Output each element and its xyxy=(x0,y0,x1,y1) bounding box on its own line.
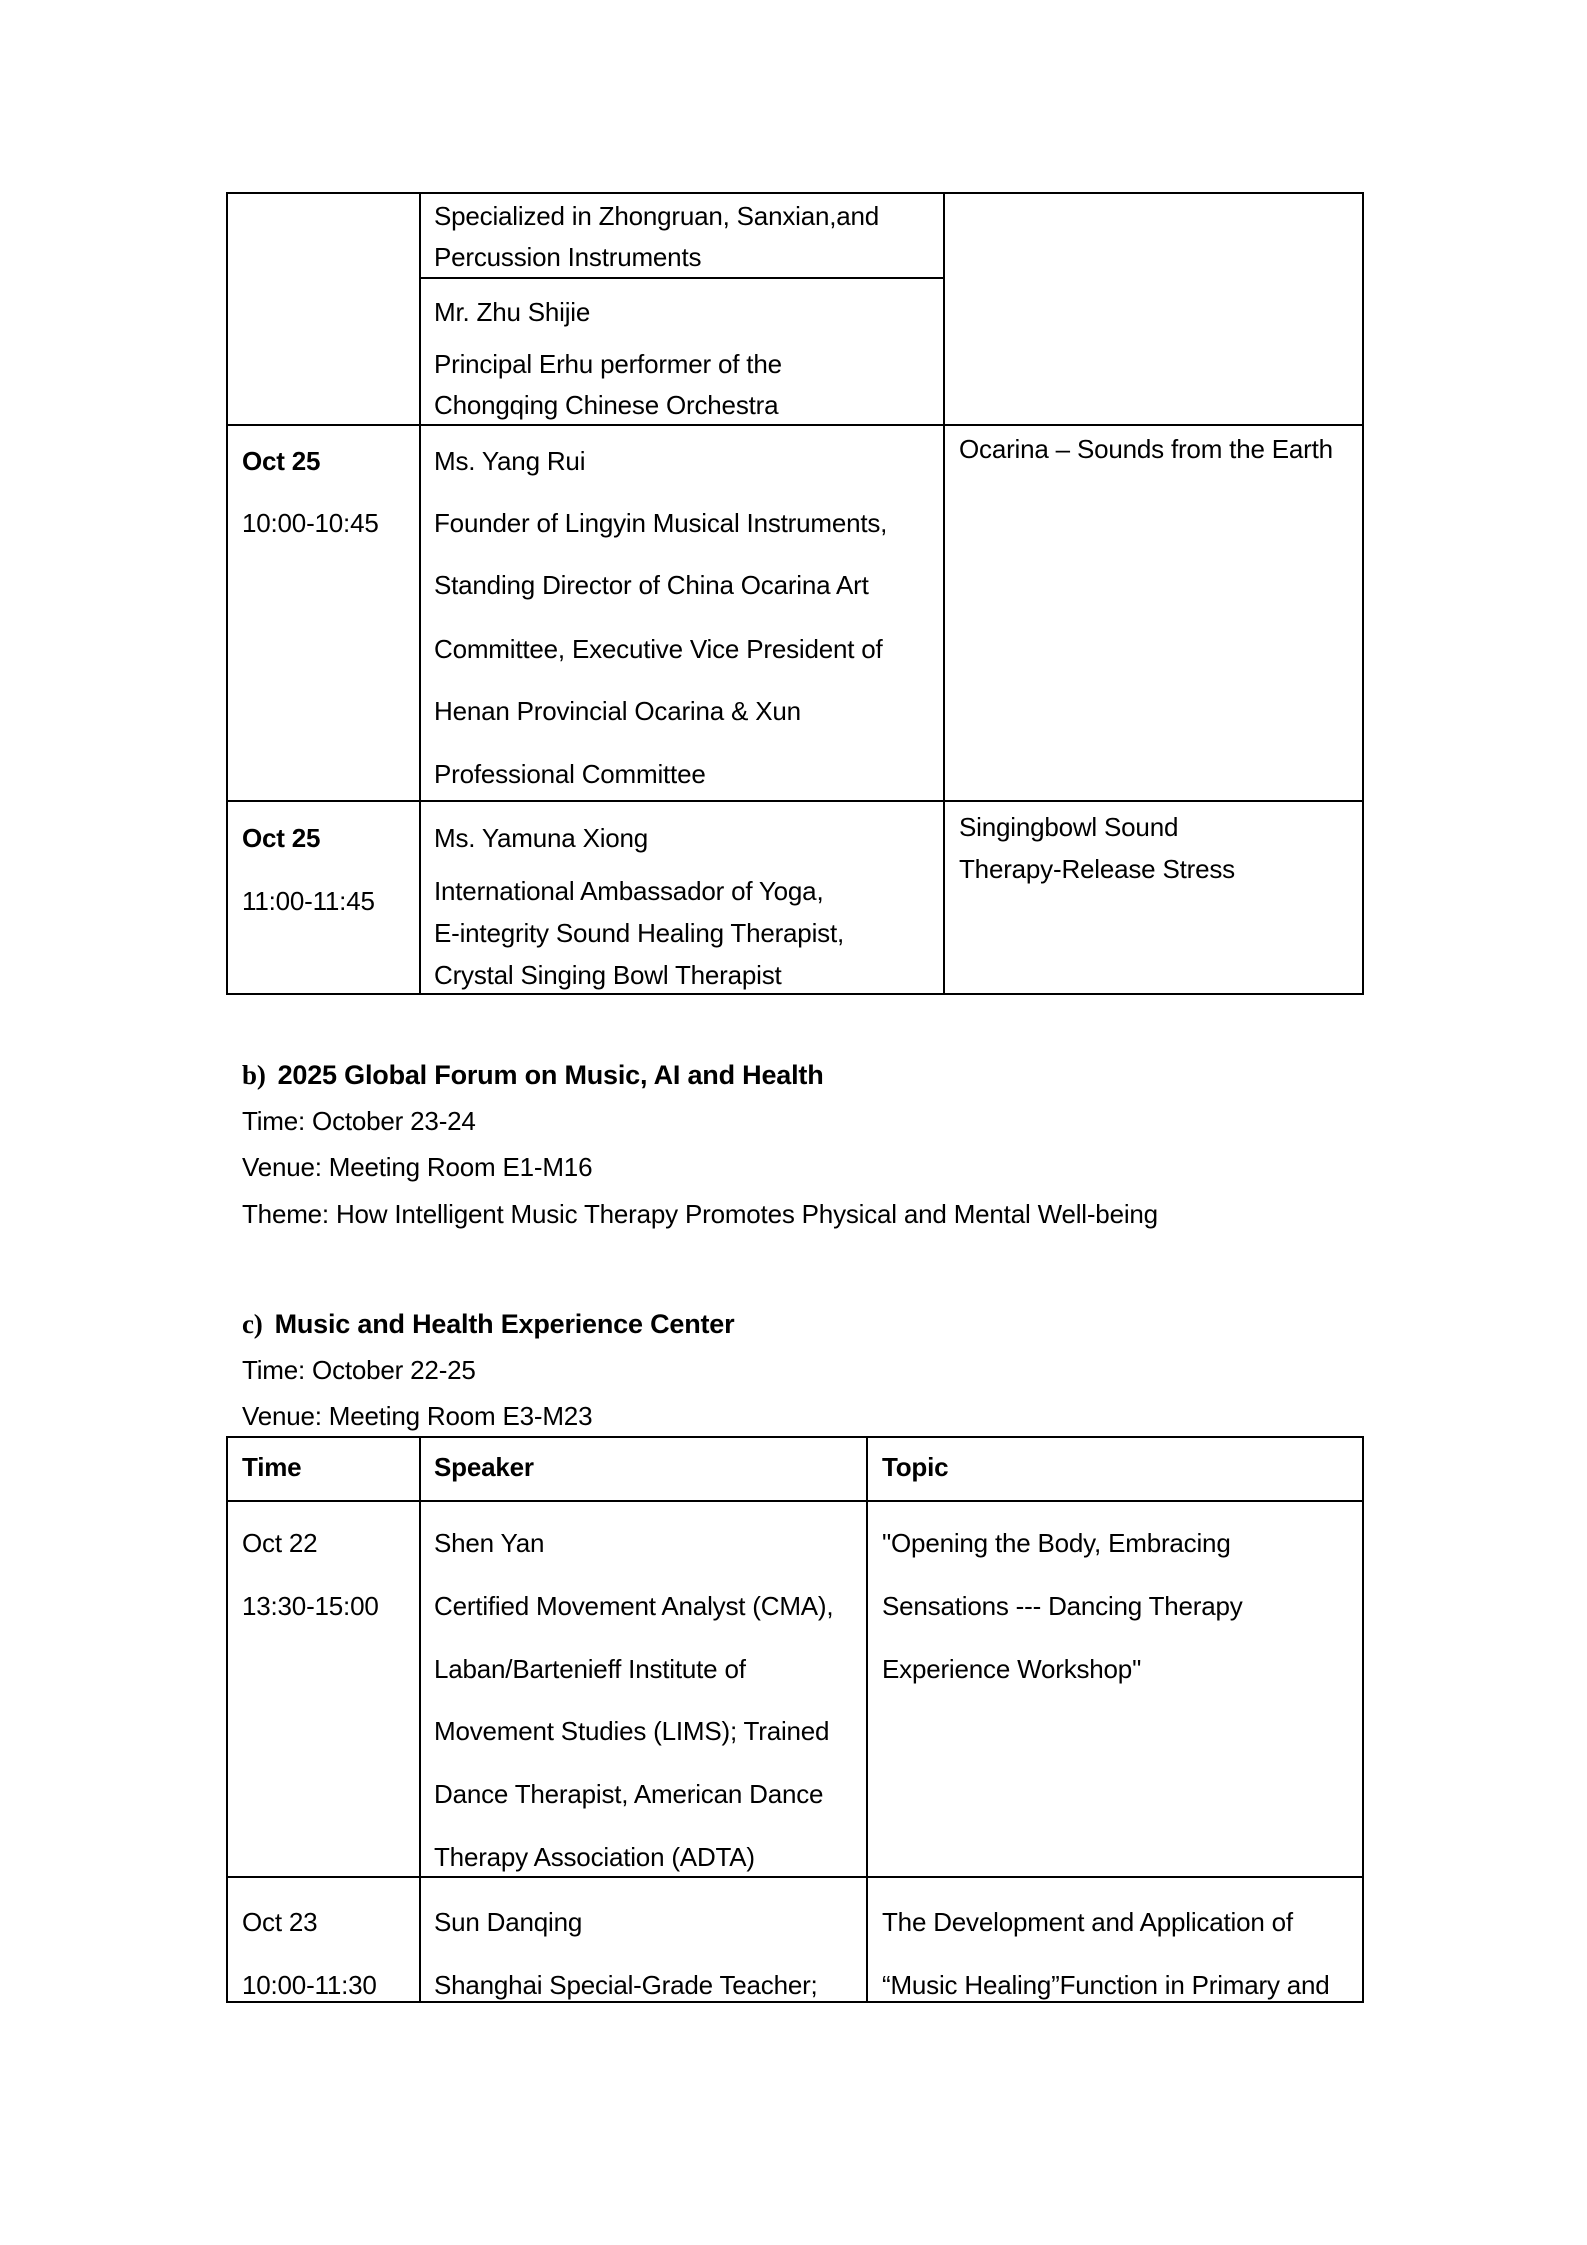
session-topic: Singingbowl Sound xyxy=(959,812,1179,842)
section-time: Time: October 23-24 xyxy=(242,1106,476,1136)
session-topic: Ocarina – Sounds from the Earth xyxy=(959,434,1333,464)
speaker-line: Crystal Singing Bowl Therapist xyxy=(434,960,782,990)
speaker-line: Laban/Bartenieff Institute of xyxy=(434,1654,746,1684)
speaker-line: Certified Movement Analyst (CMA), xyxy=(434,1591,834,1621)
speaker-line: Principal Erhu performer of the xyxy=(434,349,782,379)
speaker-name: Mr. Zhu Shijie xyxy=(434,297,591,327)
session-topic: Experience Workshop" xyxy=(882,1654,1142,1684)
session-topic: "Opening the Body, Embracing xyxy=(882,1528,1231,1558)
table-border xyxy=(226,2001,1364,2003)
section-heading xyxy=(242,1309,734,1339)
table-border xyxy=(226,993,1364,995)
speaker-line: Dance Therapist, American Dance xyxy=(434,1779,824,1809)
table-border xyxy=(226,1876,1364,1878)
column-header-topic: Topic xyxy=(882,1452,949,1482)
section-theme: Theme: How Intelligent Music Therapy Promotes Physical and Mental Well-being xyxy=(242,1199,1158,1229)
session-date: Oct 25 xyxy=(242,823,321,853)
table-border xyxy=(226,192,228,995)
speaker-line: International Ambassador of Yoga, xyxy=(434,876,824,906)
speaker-line: Committee, Executive Vice President of xyxy=(434,634,883,664)
session-topic: “Music Healing”Function in Primary and xyxy=(882,1970,1330,2000)
speaker-line: Professional Committee xyxy=(434,759,706,789)
speaker-line: Chongqing Chinese Orchestra xyxy=(434,390,779,420)
session-time: 10:00-10:45 xyxy=(242,508,379,538)
table-border xyxy=(866,1436,868,2003)
column-header-time: Time xyxy=(242,1452,302,1482)
table-border xyxy=(226,192,1364,194)
session-date: Oct 23 xyxy=(242,1907,318,1937)
table-border xyxy=(419,192,421,995)
session-topic: Sensations --- Dancing Therapy xyxy=(882,1591,1243,1621)
column-header-speaker: Speaker xyxy=(434,1452,534,1482)
speaker-line: E-integrity Sound Healing Therapist, xyxy=(434,918,844,948)
table-border xyxy=(226,1500,1364,1502)
speaker-line: Shanghai Special-Grade Teacher; xyxy=(434,1970,818,2000)
session-topic: Therapy-Release Stress xyxy=(959,854,1235,884)
speaker-line: Specialized in Zhongruan, Sanxian,and xyxy=(434,201,880,231)
section-title: Music and Health Experience Center xyxy=(274,1309,735,1339)
section-title: 2025 Global Forum on Music, AI and Health xyxy=(277,1060,824,1090)
speaker-line: Founder of Lingyin Musical Instruments, xyxy=(434,508,888,538)
section-time: Time: October 22-25 xyxy=(242,1355,476,1385)
session-time: 11:00-11:45 xyxy=(242,886,375,916)
table-border xyxy=(419,277,945,279)
speaker-line: Standing Director of China Ocarina Art xyxy=(434,570,869,600)
speaker-name: Ms. Yang Rui xyxy=(434,446,586,476)
section-venue: Venue: Meeting Room E3-M23 xyxy=(242,1401,593,1431)
table-border xyxy=(226,1436,228,2003)
speaker-name: Ms. Yamuna Xiong xyxy=(434,823,649,853)
table-border xyxy=(226,1436,1364,1438)
section-label: c) xyxy=(242,1309,263,1339)
session-time: 13:30-15:00 xyxy=(242,1591,379,1621)
speaker-line: Henan Provincial Ocarina & Xun xyxy=(434,696,801,726)
speaker-name: Sun Danqing xyxy=(434,1907,583,1937)
session-date: Oct 22 xyxy=(242,1528,318,1558)
table-border xyxy=(943,192,945,995)
speaker-line: Movement Studies (LIMS); Trained xyxy=(434,1716,830,1746)
session-topic: The Development and Application of xyxy=(882,1907,1293,1937)
table-border xyxy=(1362,1436,1364,2003)
session-time: 10:00-11:30 xyxy=(242,1970,377,2000)
speaker-line: Percussion Instruments xyxy=(434,242,702,272)
section-venue: Venue: Meeting Room E1-M16 xyxy=(242,1152,593,1182)
speaker-name: Shen Yan xyxy=(434,1528,545,1558)
table-border xyxy=(419,1436,421,2003)
session-date: Oct 25 xyxy=(242,446,321,476)
table-border xyxy=(1362,192,1364,995)
table-border xyxy=(226,800,1364,802)
table-border xyxy=(226,424,1364,426)
speaker-line: Therapy Association (ADTA) xyxy=(434,1842,755,1872)
section-heading xyxy=(242,1060,824,1090)
section-label: b) xyxy=(242,1060,266,1090)
